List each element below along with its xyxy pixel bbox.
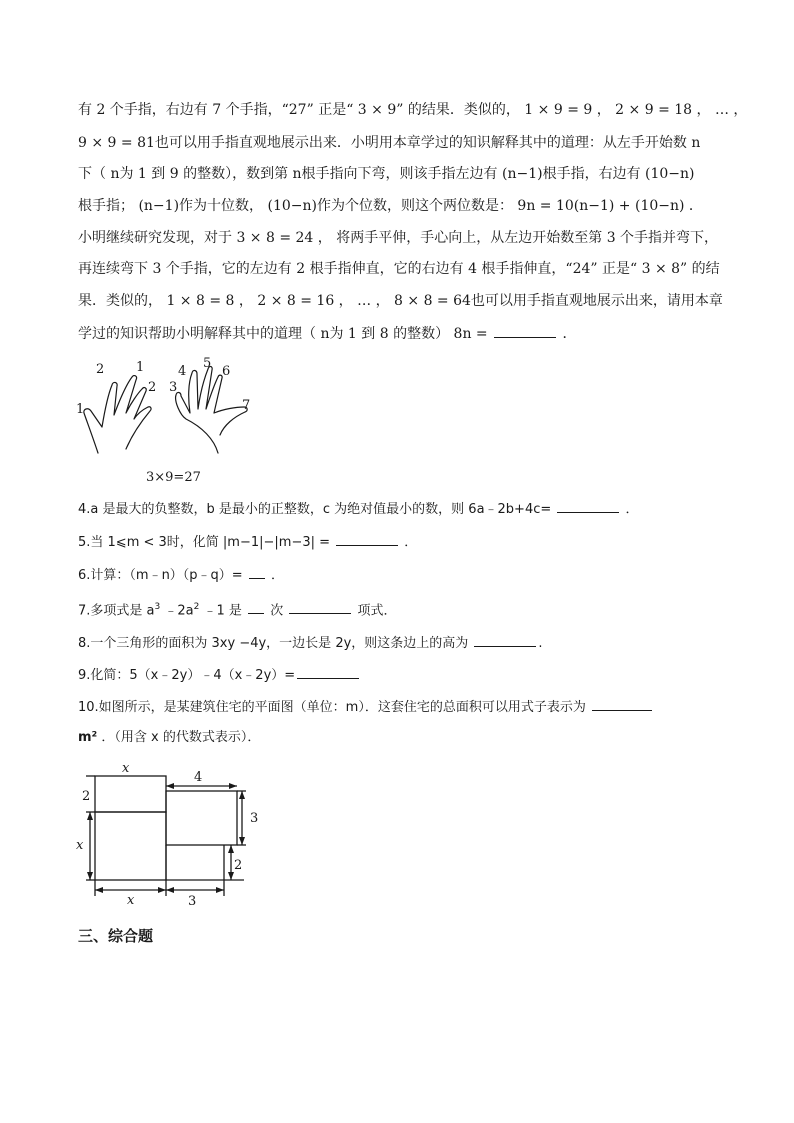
left-label-2b: 2 xyxy=(148,380,157,395)
question-7-post: ﹣1 是 xyxy=(203,603,242,619)
room-right xyxy=(166,791,237,845)
plan-label-left-bottom: x xyxy=(76,838,84,853)
section-heading-3: 三、综合题 xyxy=(78,927,154,945)
room-top-left xyxy=(95,776,166,812)
answer-blank-q4[interactable] xyxy=(557,499,619,513)
paragraph-line-8-text: 学过的知识帮助小明解释其中的道理（ n为 1 到 8 的整数） 8n = xyxy=(78,326,488,342)
question-10-unit: m² xyxy=(78,730,98,745)
question-7-mid2: 次 xyxy=(270,603,284,619)
question-8 xyxy=(78,633,543,653)
right-hand-outline xyxy=(176,366,251,453)
question-8-end: . xyxy=(538,636,543,651)
plan-label-bottom-right: 3 xyxy=(188,894,197,909)
question-5-text: 5.当 1⩽m < 3时，化简 |m−1|−|m−3| = xyxy=(78,535,331,550)
right-label-6: 6 xyxy=(222,364,231,379)
room-bottom-left xyxy=(95,812,166,880)
question-9 xyxy=(78,665,361,685)
question-7-exp1: 3 xyxy=(154,602,161,612)
right-label-7: 7 xyxy=(242,398,251,413)
right-label-5: 5 xyxy=(203,356,212,371)
question-6-text: 6.计算：（m﹣n）（p﹣q）= xyxy=(78,568,243,583)
question-9-text: 9.化简：5（x﹣2y）﹣4（x﹣2y）= xyxy=(78,668,296,683)
floor-plan-figure xyxy=(74,760,274,910)
answer-blank-q5[interactable] xyxy=(336,532,398,546)
left-label-2a: 2 xyxy=(96,362,105,377)
question-10-text: 10.如图所示，是某建筑住宅的平面图（单位：m）．这套住宅的总面积可以用式子表示为 xyxy=(78,700,586,715)
paragraph-end: ． xyxy=(562,326,577,342)
paragraph-line-4: 根手指； (n−1)作为十位数， (10−n)作为个位数，则这个两位数是： 9n = 10(n−1) + (10−n) ． xyxy=(78,198,703,214)
plan-label-left-top: 2 xyxy=(82,789,91,804)
paragraph-line-5: 小明继续研究发现，对于 3 × 8 = 24 ， 将两手平伸，手心向上，从左边开始数至第 3 个手指并弯下， xyxy=(78,230,719,246)
answer-blank-q9[interactable] xyxy=(297,665,359,679)
plan-label-right-bottom: 2 xyxy=(234,858,243,873)
paragraph-line-6: 再连续弯下 3 个手指，它的左边有 2 根手指伸直，它的右边有 4 根手指伸直，“24” 正是“ 3 × 8” 的结 xyxy=(78,261,720,277)
question-5-end: ． xyxy=(404,535,418,550)
question-7-pre: 7.多项式是 a xyxy=(78,603,155,619)
left-label-1: 1 xyxy=(76,402,85,417)
paragraph-line-1: 有 2 个手指，右边有 7 个手指，“27” 正是“ 3 × 9” 的结果．类似的， 1 × 9 = 9 ， 2 × 9 = 18 ， … ， xyxy=(78,102,748,118)
question-4 xyxy=(78,499,639,519)
question-7-exp2: 2 xyxy=(193,602,200,612)
hands-caption: 3×9=27 xyxy=(146,470,201,485)
answer-blank-q10[interactable] xyxy=(592,697,652,711)
left-label-1b: 1 xyxy=(136,360,145,375)
hands-figure xyxy=(74,355,264,485)
question-4-text: 4.a 是最大的负整数，b 是最小的正整数，c 为绝对值最小的数，则 6a﹣2b+4c= xyxy=(78,502,552,517)
question-7-end: 项式． xyxy=(357,603,397,619)
left-hand-outline xyxy=(84,376,151,453)
question-7-mid: ﹣2a xyxy=(164,603,194,619)
right-label-4: 4 xyxy=(178,364,187,379)
plan-label-top-right: 4 xyxy=(194,770,203,785)
paragraph-line-7: 果．类似的， 1 × 8 = 8 ， 2 × 8 = 16 ， … ， 8 × 8 = 64也可以用手指直观地展示出来，请用本章 xyxy=(78,293,723,309)
question-5 xyxy=(78,532,417,552)
plan-label-right-top: 3 xyxy=(250,811,259,826)
answer-blank-1[interactable] xyxy=(494,324,556,338)
answer-blank-q7a[interactable] xyxy=(248,600,264,614)
question-6 xyxy=(78,565,284,585)
right-label-3: 3 xyxy=(169,380,178,395)
answer-blank-q6[interactable] xyxy=(249,565,265,579)
question-10-line-2 xyxy=(78,729,260,747)
plan-label-top-left: x xyxy=(122,761,130,776)
question-10-rest: ．（用含 x 的代数式表示）． xyxy=(101,730,261,745)
paragraph-line-8 xyxy=(78,324,577,343)
paragraph-line-3: 下（ n为 1 到 9 的整数），数到第 n根手指向下弯，则该手指左边有 (n−1)根手指，右边有 (10−n) xyxy=(78,166,695,182)
plan-label-bottom-left: x xyxy=(127,893,135,908)
paragraph-line-2: 9 × 9 = 81也可以用手指直观地展示出来．小明用本章学过的知识解释其中的道理：从左手开始数 n xyxy=(78,135,701,151)
question-10-line-1 xyxy=(78,697,654,717)
question-7 xyxy=(78,598,397,620)
answer-blank-q8[interactable] xyxy=(474,633,536,647)
question-4-end: ． xyxy=(625,502,639,517)
question-8-text: 8.一个三角形的面积为 3xy −4y，一边长是 2y，则这条边上的高为 xyxy=(78,636,469,651)
question-6-end: ． xyxy=(270,568,284,583)
answer-blank-q7b[interactable] xyxy=(289,600,351,614)
